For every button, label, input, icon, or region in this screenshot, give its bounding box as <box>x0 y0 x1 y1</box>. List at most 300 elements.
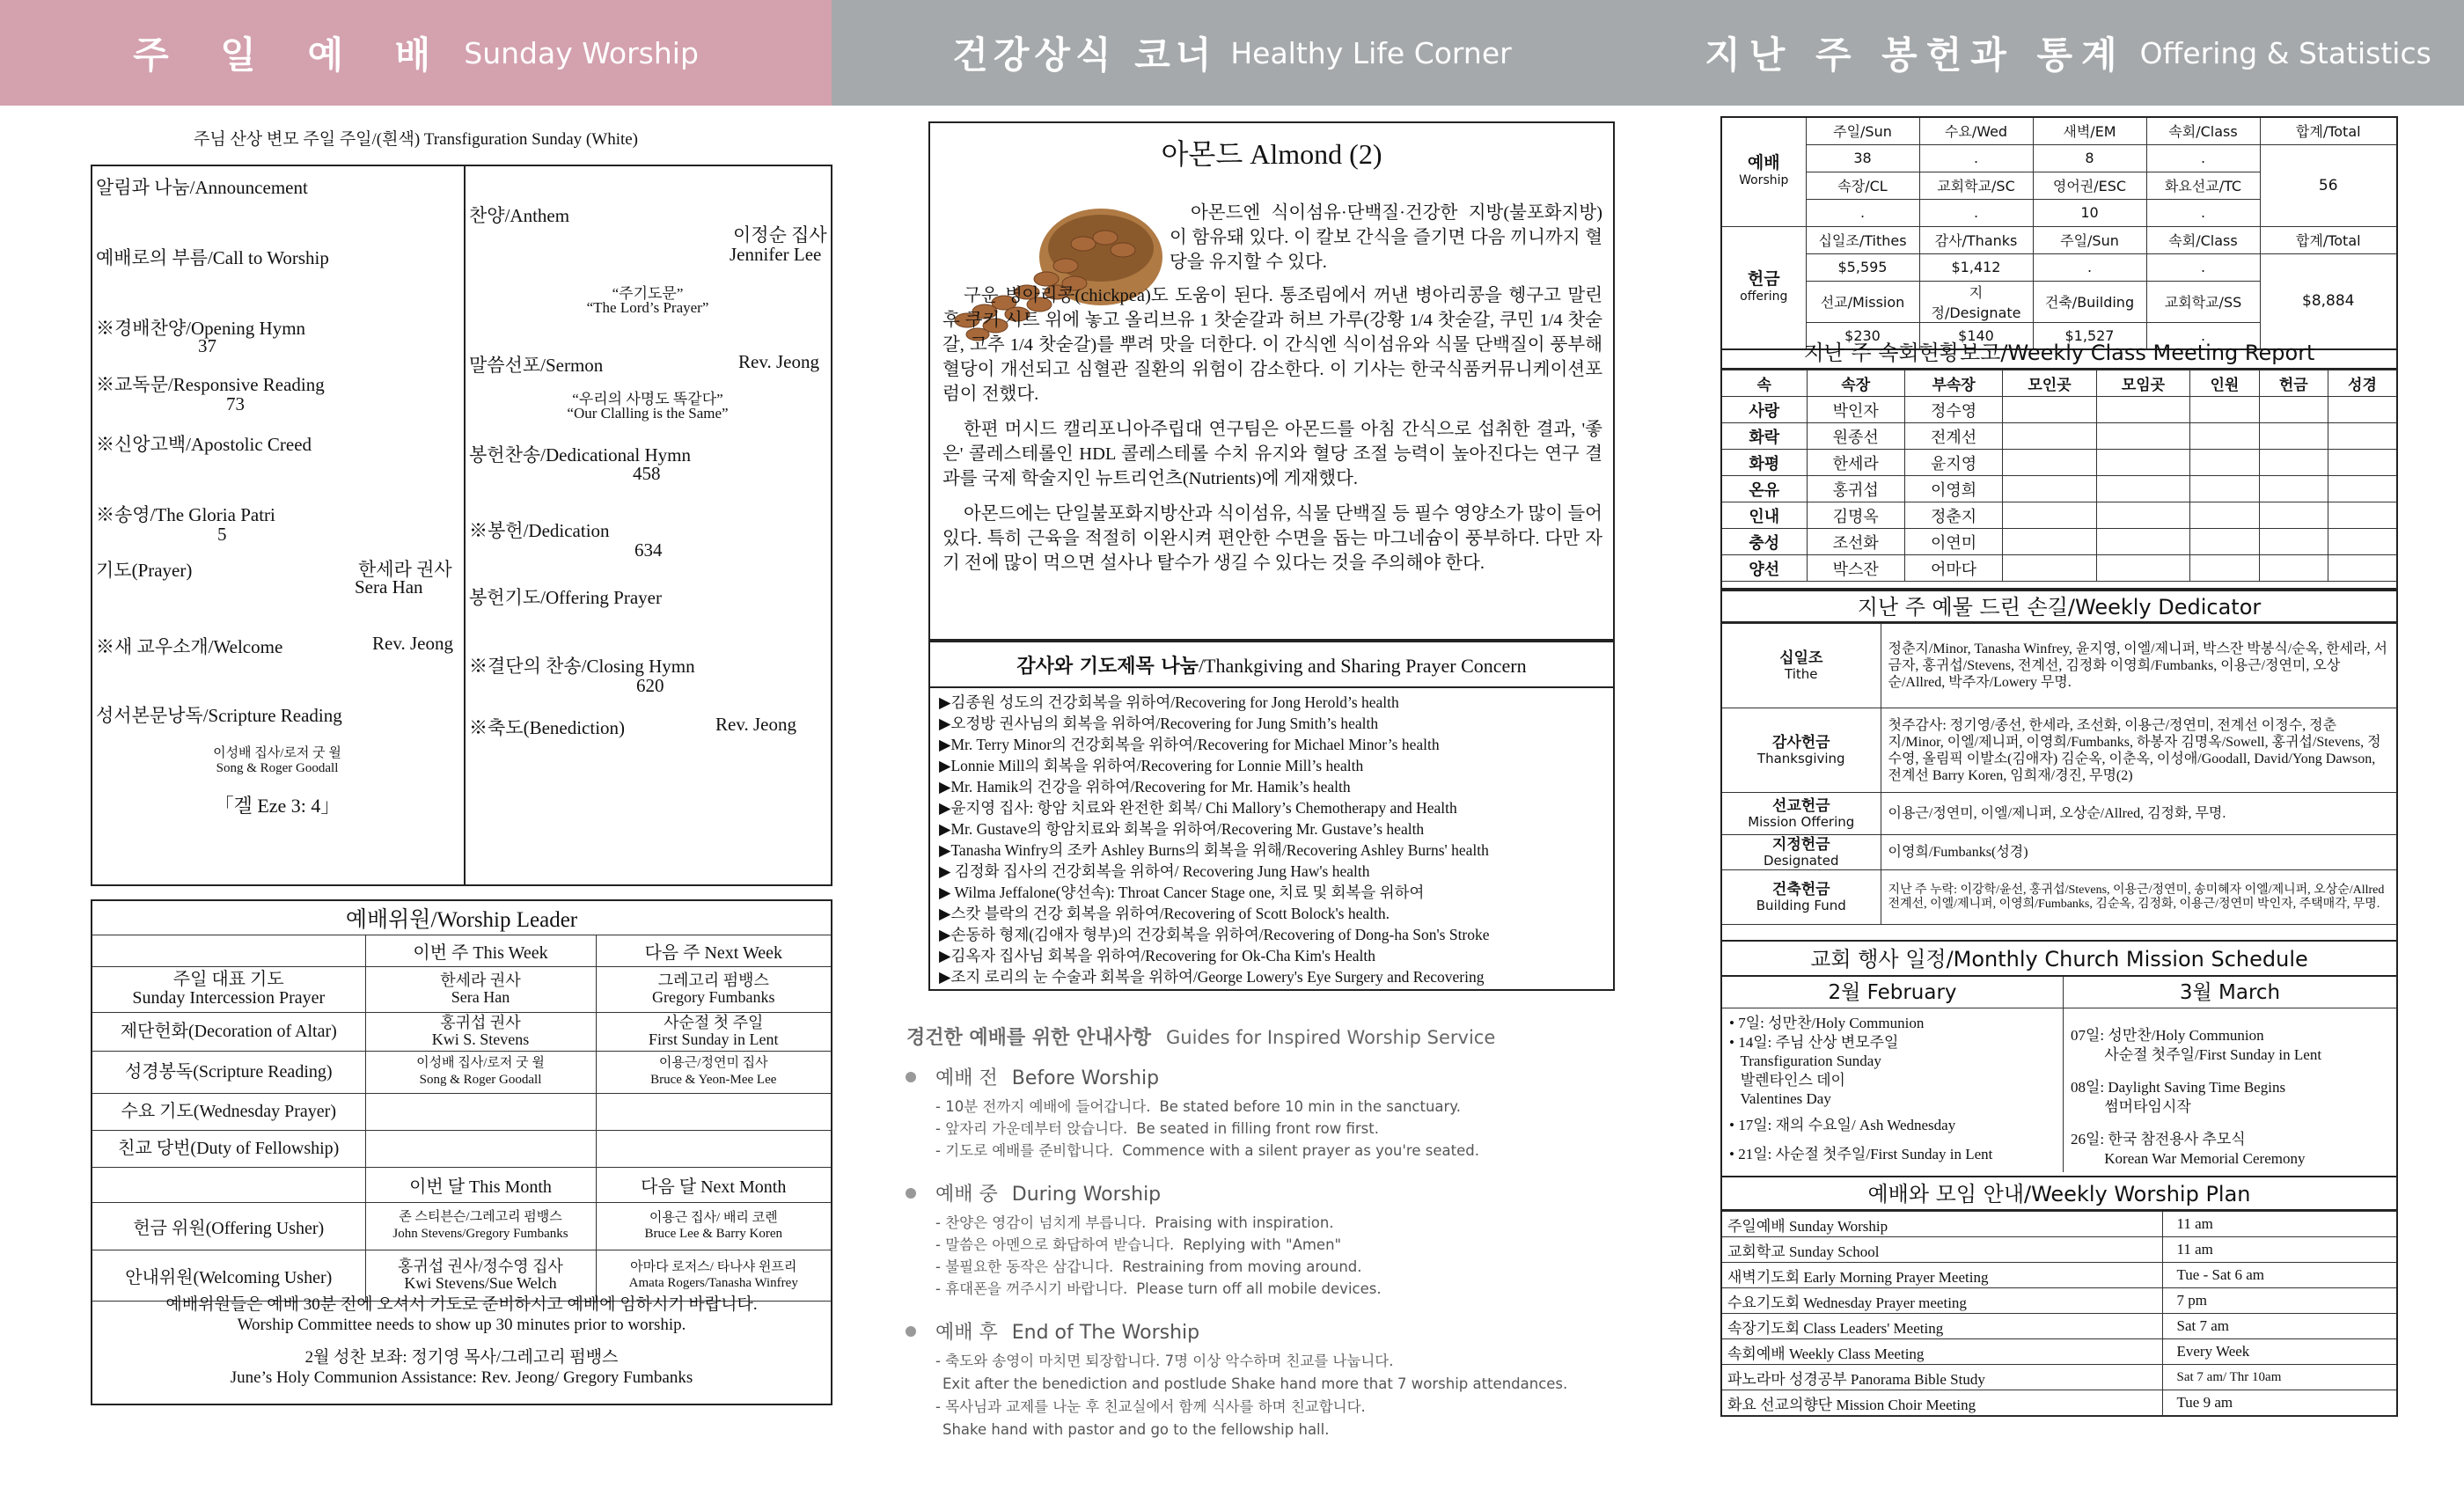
class-cell: 전계선 <box>1904 423 2002 450</box>
class-name: 사랑 <box>1722 397 1807 423</box>
header-health-text <box>832 0 1632 106</box>
stats-value-cell: $1,412 <box>1919 253 2033 281</box>
leader-note-ko: 예배위원들은 예배 30분 전에 오셔서 기도로 준비하시고 예배에 임하시기 바랍니다. <box>165 1295 758 1314</box>
leader-this-week: 한세라 권사 Sera Han <box>365 966 596 1012</box>
leader-note-en: Worship Committee needs to show up 30 minutes prior to worship. <box>237 1316 686 1334</box>
stats-header-cell: 영어권/ESC <box>2033 172 2146 199</box>
dedicator-label-en: Thanksgiving <box>1756 750 1845 766</box>
header-offering-en: Offering & Statistics <box>2139 35 2431 70</box>
sermon-by: Rev. Jeong <box>738 351 819 372</box>
class-cell: 정춘지 <box>1904 502 2002 529</box>
guide-line-en: Replying with "Amen" <box>1183 1236 1342 1253</box>
prayer-concern-item: ▶ 김정화 집사의 건강회복을 위하여/ Recovering Jung Haw's health <box>939 862 1370 880</box>
guide-line <box>902 1278 1624 1300</box>
prayer-concern-item: ▶Tanasha Winfry의 조카 Ashley Burns의 회복을 위해/Recovering Ashley Burns' health <box>939 841 1489 859</box>
class-cell <box>2190 502 2259 529</box>
leader-next-week: 사순절 첫 주일 First Sunday in Lent <box>596 1012 831 1051</box>
dedicator-label <box>1722 870 1881 925</box>
welcome-by: Rev. Jeong <box>372 633 453 654</box>
class-report-table <box>1722 370 2396 582</box>
guide-section-en: During Worship <box>1011 1184 1162 1206</box>
class-cell: 박인자 <box>1807 397 1904 423</box>
mar-event: 08일: Daylight Saving Time Begins <box>2071 1079 2286 1096</box>
class-cell: 김명옥 <box>1807 502 1904 529</box>
plan-event: 속장기도회 Class Leaders' Meeting <box>1722 1314 2162 1339</box>
header-health-ko: 건강상식 코너 <box>952 33 1217 77</box>
leader-this-week: 이성배 집사/로저 굿 윌 Song & Roger Goodall <box>365 1051 596 1093</box>
dedicator-label-ko: 건축헌금 <box>1771 880 1830 898</box>
guides-sections <box>902 1063 1624 1441</box>
plan-event: 주일예배 Sunday Worship <box>1722 1212 2162 1237</box>
dedicator-label <box>1722 624 1881 708</box>
stats-header-cell: 감사/Thanks <box>1919 226 2033 253</box>
service-subtitle: 주님 산상 변모 주일 주일/(흰색) Transfiguration Sunday (White) <box>193 130 639 149</box>
class-cell <box>2328 397 2396 423</box>
plan-table <box>1722 1211 2396 1416</box>
header-sunday-worship <box>0 0 832 106</box>
class-name: 인내 <box>1722 502 1807 529</box>
worship-leader-panel <box>91 899 832 1405</box>
dedicator-label <box>1722 835 1881 870</box>
guide-line <box>902 1350 1624 1396</box>
plan-time: Every Week <box>2162 1339 2396 1365</box>
feb-event: • 21일: 사순절 첫주일/First Sunday in Lent <box>1729 1146 1993 1162</box>
class-cell <box>2259 502 2328 529</box>
class-header-cell: 인원 <box>2190 370 2259 397</box>
leader-month-label: 헌금 위원(Offering Usher) <box>92 1202 365 1250</box>
dedicator-label-ko: 감사헌금 <box>1771 733 1830 752</box>
stats-value-cell: 8 <box>2033 144 2146 172</box>
mission-schedule-panel <box>1720 942 2398 1177</box>
mar-event: 사순절 첫주일/First Sunday in Lent <box>2071 1045 2322 1063</box>
class-header-cell: 속 <box>1722 370 1807 397</box>
almond-title-ko: 아몬드 <box>1161 138 1243 170</box>
class-name: 양선 <box>1722 555 1807 582</box>
leader-this-month: 홍귀섭 권사/정수영 집사 Kwi Stevens/Sue Welch <box>365 1250 596 1301</box>
leader-row-label: 수요 기도(Wednesday Prayer) <box>92 1093 365 1130</box>
header-health-en: Healthy Life Corner <box>1230 35 1512 70</box>
dedicator-label-en: Mission Offering <box>1748 813 1855 830</box>
responsive-reading: ※교독문/Responsive Reading <box>96 374 325 395</box>
guides-title-en: Guides for Inspired Worship Service <box>1166 1027 1496 1048</box>
leader-row-label: 제단헌화(Decoration of Altar) <box>92 1012 365 1051</box>
offering-prayer: 봉헌기도/Offering Prayer <box>469 587 662 608</box>
class-cell <box>2003 397 2096 423</box>
class-cell <box>2003 476 2096 502</box>
dedicator-names: 첫주감사: 정기영/종선, 한세라, 조선화, 이용근/정연미, 전계선 이정수, 정춘지/Minor, 이엘/제니퍼, 이영희/Fumbanks, 하봉자 김명옥/Sowell, 홍귀섭/Stevens, 정수영, 올림픽 이발소(김애자) 김순옥, 이춘옥, 이성애/Goodall, David/Yong Dawson, 전계선 Barry Koren, 임희재/경진, 무명(2) <box>1881 708 2396 793</box>
benediction-by: Rev. Jeong <box>715 714 796 735</box>
scripture-readers-en: Song & Roger Goodall <box>216 761 339 775</box>
class-cell: 한세라 <box>1807 450 1904 476</box>
class-cell: 정수영 <box>1904 397 2002 423</box>
plan-time: Sat 7 am/ Thr 10am <box>2162 1365 2396 1390</box>
next-week-header: 다음 주 Next Week <box>596 935 831 966</box>
prayer-concern-item: ▶조지 로리의 눈 수술과 회복을 위하여/George Lowery's Eye Surgery and Recovering <box>939 968 1485 986</box>
dedicator-table <box>1722 623 2396 925</box>
plan-time: 11 am <box>2162 1237 2396 1263</box>
class-cell <box>2328 555 2396 582</box>
feb-event: Transfiguration Sunday <box>1729 1052 1881 1069</box>
worship-plan-panel <box>1720 1177 2398 1417</box>
stats-group-en: Worship <box>1739 173 1789 188</box>
guide-line-ko: - 앞자리 가운데부터 앉습니다. <box>935 1120 1128 1137</box>
leader-row-label: 주일 대표 기도 Sunday Intercession Prayer <box>92 966 365 1012</box>
header-sunday-ko: 주 일 예 배 <box>133 33 451 77</box>
class-cell: 조선화 <box>1807 529 1904 555</box>
sermon-title-en: “Our Clalling is the Same” <box>567 405 729 422</box>
class-name: 화락 <box>1722 423 1807 450</box>
guide-section-ko: 예배 중 <box>935 1184 998 1206</box>
class-report-panel <box>1720 336 2398 590</box>
plan-time: Tue - Sat 6 am <box>2162 1263 2396 1288</box>
stats-header-cell: 화요선교/TC <box>2146 172 2260 199</box>
mar-event: 26일: 한국 참전용사 추모식 <box>2071 1131 2246 1148</box>
dedicator-label-ko: 선교헌금 <box>1771 796 1830 815</box>
class-name: 온유 <box>1722 476 1807 502</box>
stats-group-ko: 예배 <box>1747 153 1780 173</box>
stats-value-cell: . <box>2033 253 2146 281</box>
plan-event: 수요기도회 Wednesday Prayer meeting <box>1722 1288 2162 1314</box>
stats-value-cell: . <box>2146 144 2260 172</box>
stats-panel <box>1720 116 2398 350</box>
opening-hymn: ※경배찬양/Opening Hymn <box>96 318 306 339</box>
class-cell <box>2190 555 2259 582</box>
prayer-concern-panel <box>928 641 1615 991</box>
plan-time: 7 pm <box>2162 1288 2396 1314</box>
almond-p2: 구운 병아리콩(chickpea)도 도움이 된다. 통조림에서 꺼낸 병아리콩을 헹구고 말린 후 쿠키 시트 위에 놓고 올리브유 1 찻숟갈과 허브 가루(강황 1/4 찻숟갈, 쿠민 1/4 찻숟갈, 고추 1/4 찻숟갈)를 뿌려 맛을 더한다. 이 간식엔 식이섬유와 식물 단백질이 풍부해 혈당이 개선되고 심혈관 질환의 위험이 감소한다. 이 기사는 한국식품커뮤니케이션포럼이 전했다. <box>942 286 1602 404</box>
prayer-concern-item: ▶Mr. Terry Minor의 건강회복을 위하여/Recovering for Michael Minor’s health <box>939 736 1440 753</box>
guides-title <box>906 1023 1495 1050</box>
class-cell <box>2328 502 2396 529</box>
stats-header-cell: 지정/Designate <box>1919 281 2033 322</box>
stats-value-cell: $230 <box>1806 322 1919 349</box>
prayer-concern-item: ▶ Wilma Jeffalone(양선속): Throat Cancer Stage one, 치료 및 회복을 위하여 <box>939 884 1425 901</box>
bullet-icon <box>906 1188 916 1199</box>
stats-header-cell: 새벽/EM <box>2033 117 2146 144</box>
prayer-concern-title-ko: 감사와 기도제목 나눔 <box>1016 656 1199 678</box>
stats-header-cell: 주일/Sun <box>2033 226 2146 253</box>
header-offering-text <box>1672 0 2464 106</box>
class-cell: 홍귀섭 <box>1807 476 1904 502</box>
guide-section-en: Before Worship <box>1011 1067 1160 1089</box>
prayer-concern-item: ▶김옥자 집사님 회복을 위하여/Recovering for Ok-Cha Kim's Health <box>939 947 1376 964</box>
next-month-header: 다음 달 Next Month <box>596 1167 831 1202</box>
plan-event: 새벽기도회 Early Morning Prayer Meeting <box>1722 1263 2162 1288</box>
guide-line-ko: - 축도와 송영이 마치면 퇴장합니다. 7명 이상 악수하며 친교를 나눕니다. <box>935 1353 1394 1369</box>
prayer-concern-item: ▶Mr. Hamik의 건강을 위하여/Recovering for Mr. Hamik’s health <box>939 778 1351 796</box>
mission-feb: 2월 February <box>1722 977 2064 1008</box>
guide-line-ko: - 10분 전까지 예배에 들어갑니다. <box>935 1098 1151 1115</box>
class-cell <box>2328 476 2396 502</box>
announcement: 알림과 나눔/Announcement <box>96 177 308 198</box>
guide-section-header <box>902 1179 1624 1206</box>
class-header-cell: 헌금 <box>2259 370 2328 397</box>
mission-title: 교회 행사 일정/Monthly Church Mission Schedule <box>1722 942 2396 977</box>
stats-header-cell: 건축/Building <box>2033 281 2146 322</box>
almond-title-en: Almond (2) <box>1250 138 1382 170</box>
leader-next-week <box>596 1093 831 1130</box>
plan-event: 파노라마 성경공부 Panorama Bible Study <box>1722 1365 2162 1390</box>
call-to-worship: 예배로의 부름/Call to Worship <box>96 247 329 268</box>
stats-value-cell: 10 <box>2033 199 2146 226</box>
stats-value-cell: . <box>1806 199 1919 226</box>
class-cell: 박스잔 <box>1807 555 1904 582</box>
class-cell <box>2328 529 2396 555</box>
plan-event: 교회학교 Sunday School <box>1722 1237 2162 1263</box>
guide-line-ko: - 말씀은 아멘으로 화답하여 받습니다. <box>935 1236 1175 1253</box>
prayer-concern-item: ▶스캇 블락의 건강 회복을 위하여/Recovering of Scott Bolock's health. <box>939 905 1390 922</box>
guide-section-en: End of The Worship <box>1011 1322 1200 1344</box>
feb-event: • 14일: 주님 산상 변모주일 <box>1729 1033 1899 1051</box>
class-header-cell: 모임곳 <box>2096 370 2189 397</box>
class-header-cell: 속장 <box>1807 370 1904 397</box>
class-cell <box>2096 502 2189 529</box>
scripture-reference: 「겔 Eze 3: 4」 <box>214 795 341 817</box>
dedicational-hymn-no: 458 <box>633 463 661 484</box>
prayer-concern-item: ▶손동하 형제(김애자 형부)의 건강회복을 위하여/Recovering of Dong-ha Son's Stroke <box>939 926 1490 943</box>
prayer-concern-item: ▶윤지영 집사: 항암 치료와 완전한 회복/ Chi Mallory’s Chemotherapy and Health <box>939 799 1457 817</box>
stats-header-cell: 선교/Mission <box>1806 281 1919 322</box>
class-cell <box>2259 397 2328 423</box>
class-report-title: 지난 주 속회현황보고/Weekly Class Meeting Report <box>1722 336 2396 370</box>
guide-line-en: Exit after the benediction and postlude Shake hand more that 7 worship attendances. <box>942 1375 1568 1392</box>
dedicational-hymn: 봉헌찬송/Dedicational Hymn <box>469 444 692 466</box>
guide-line-ko: - 불필요한 동작은 삼갑니다. <box>935 1258 1114 1275</box>
class-cell <box>2003 423 2096 450</box>
prayer-concern-item: ▶Mr. Gustave의 항암치료와 회복을 위하여/Recovering Mr. Gustave’s health <box>939 820 1425 838</box>
dedicator-label-en: Designated <box>1763 852 1839 869</box>
closing-hymn: ※결단의 찬송/Closing Hymn <box>469 656 695 677</box>
stats-value-cell: . <box>1919 144 2033 172</box>
class-cell <box>2190 529 2259 555</box>
guide-line-en: Be seated in filling front row first. <box>1136 1120 1379 1137</box>
class-cell <box>2190 423 2259 450</box>
stats-header-cell: 교회학교/SC <box>1919 172 2033 199</box>
stats-value-cell: . <box>2146 253 2260 281</box>
anthem-title-en: “The Lord’s Prayer” <box>586 299 709 316</box>
prayer-concern-item: ▶오정방 권사님의 회복을 위하여/Recovering for Jung Smith’s health <box>939 715 1379 732</box>
sermon-title-ko: “우리의 사명도 똑같다” <box>572 391 723 407</box>
class-cell <box>2328 450 2396 476</box>
guide-line-en: Commence with a silent prayer as you're seated. <box>1122 1142 1479 1159</box>
guide-section-ko: 예배 전 <box>935 1067 998 1089</box>
mar-event: 썸머타임시작 <box>2071 1097 2191 1115</box>
guide-line-ko: - 목사님과 교제를 나눈 후 친교실에서 함께 식사를 하며 친교합니다. <box>935 1398 1366 1415</box>
dedicator-names: 이영희/Fumbanks(성경) <box>1881 835 2396 870</box>
class-cell <box>2003 529 2096 555</box>
stats-value-cell: . <box>1919 199 2033 226</box>
closing-hymn-no: 620 <box>636 675 664 696</box>
class-cell <box>2259 476 2328 502</box>
stats-value-cell: $1,527 <box>2033 322 2146 349</box>
stats-value-cell: $140 <box>1919 322 2033 349</box>
class-cell <box>2003 502 2096 529</box>
stats-value-cell: 38 <box>1806 144 1919 172</box>
class-cell: 이영희 <box>1904 476 2002 502</box>
class-name: 충성 <box>1722 529 1807 555</box>
leader-month-label: 안내위원(Welcoming Usher) <box>92 1250 365 1301</box>
guide-line-en: Praising with inspiration. <box>1155 1214 1334 1231</box>
stats-total-header: 합계/Total <box>2260 226 2397 253</box>
scripture-readers-ko: 이성배 집사/로저 굿 윌 <box>213 746 341 760</box>
anthem-title-ko: “주기도문” <box>612 285 684 302</box>
guide-line-en: Restraining from moving around. <box>1122 1258 1362 1275</box>
dedicator-label <box>1722 793 1881 835</box>
stats-header-cell: 교회학교/SS <box>2146 281 2260 322</box>
leader-this-week <box>365 1093 596 1130</box>
stats-value-cell: . <box>2146 199 2260 226</box>
leader-this-week <box>365 1130 596 1167</box>
leader-next-week: 그레고리 펌뱅스 Gregory Fumbanks <box>596 966 831 1012</box>
guide-line-en: Be stated before 10 min in the sanctuary. <box>1159 1098 1461 1115</box>
dedicator-label-ko: 십일조 <box>1779 649 1823 667</box>
anthem-singer-ko: 이정순 집사 <box>733 224 827 246</box>
class-cell <box>2096 450 2189 476</box>
this-month-header: 이번 달 This Month <box>365 1167 596 1202</box>
guide-section-ko: 예배 후 <box>935 1322 998 1344</box>
guide-line <box>902 1256 1624 1278</box>
mar-event: 07일: 성만찬/Holy Communion <box>2071 1027 2264 1044</box>
almond-p1: 아몬드엔 식이섬유·단백질·건강한 지방(불포화지방)이 함유돼 있다. 이 칼보 간식을 즐기면 다음 끼니까지 혈당을 유지할 수 있다. <box>1170 203 1602 272</box>
stats-group-label <box>1721 117 1806 226</box>
class-header-cell: 모인곳 <box>2003 370 2096 397</box>
dedication-no: 634 <box>634 539 663 561</box>
stats-table <box>1720 116 2398 350</box>
leader-next-month: 이용근 집사/ 배리 코렌 Bruce Lee & Barry Koren <box>596 1202 831 1250</box>
class-cell: 이연미 <box>1904 529 2002 555</box>
class-cell <box>2096 555 2189 582</box>
dedicator-label <box>1722 708 1881 793</box>
stats-header-cell: 속회/Class <box>2146 226 2260 253</box>
stats-total-value: 56 <box>2260 144 2397 226</box>
class-cell <box>2259 529 2328 555</box>
stats-value-cell: $5,595 <box>1806 253 1919 281</box>
guide-line-en: Please turn off all mobile devices. <box>1136 1280 1382 1297</box>
mission-mar: 3월 March <box>2179 981 2281 1004</box>
almond-article <box>928 121 1615 641</box>
leader-row-label: 친교 당번(Duty of Fellowship) <box>92 1130 365 1167</box>
class-cell <box>2190 397 2259 423</box>
dedicator-label-en: Tithe <box>1785 665 1818 682</box>
stats-header-cell: 수요/Wed <box>1919 117 2033 144</box>
leader-this-week: 홍귀섭 권사 Kwi S. Stevens <box>365 1012 596 1051</box>
class-cell <box>2328 423 2396 450</box>
leader-next-week <box>596 1130 831 1167</box>
guide-line-en: Shake hand with pastor and go to the fellowship hall. <box>942 1421 1330 1438</box>
leader-this-month: 존 스티븐슨/그레고리 펌뱅스 John Stevens/Gregory Fumbanks <box>365 1202 596 1250</box>
header-sunday-en: Sunday Worship <box>464 35 699 70</box>
class-cell <box>2096 529 2189 555</box>
opening-hymn-no: 37 <box>198 335 216 356</box>
prayer-concern-item: ▶김종원 성도의 건강회복을 위하여/Recovering for Jong Herold’s health <box>939 693 1399 711</box>
almond-p3: 한편 머시드 캘리포니아주립대 연구팀은 아몬드를 아침 간식으로 섭취한 결과, '좋은' 콜레스테롤인 HDL 콜레스테롤 수치 유지와 혈당 조절 능력이 높아진다는 연구 결과를 국제 학술지인 뉴트리언츠(Nutrients)에 게재했다. <box>942 420 1602 488</box>
leader-next-week: 이용근/정연미 집사 Bruce & Yeon-Mee Lee <box>596 1051 831 1093</box>
class-cell <box>2096 423 2189 450</box>
class-cell <box>2259 450 2328 476</box>
stats-group-ko: 헌금 <box>1747 268 1780 289</box>
order-of-service <box>91 165 832 886</box>
class-cell <box>2190 476 2259 502</box>
feb-event: 발렌타인스 데이 <box>1729 1071 1845 1089</box>
leader-row-label: 성경봉독(Scripture Reading) <box>92 1051 365 1093</box>
guide-section-header <box>902 1317 1624 1345</box>
class-cell <box>2259 555 2328 582</box>
communion-ko: 2월 성찬 보좌: 정기영 목사/그레고리 펌뱅스 <box>304 1348 619 1367</box>
sermon: 말씀선포/Sermon <box>469 355 604 376</box>
gloria-patri: ※송영/The Gloria Patri <box>96 504 275 525</box>
leader-next-month: 아마다 로저스/ 타나샤 윈프리 Amata Rogers/Tanasha Winfrey <box>596 1250 831 1301</box>
benediction: ※축도(Benediction) <box>469 717 626 738</box>
stats-group-en: offering <box>1740 289 1788 304</box>
dedicator-label-en: Building Fund <box>1756 897 1846 913</box>
anthem-singer-en: Jennifer Lee <box>730 244 822 265</box>
plan-event: 화요 선교의향단 Mission Choir Meeting <box>1722 1390 2162 1416</box>
class-cell <box>2190 450 2259 476</box>
this-week-header: 이번 주 This Week <box>365 935 596 966</box>
stats-header-cell: 십일조/Tithes <box>1806 226 1919 253</box>
anthem: 찬양/Anthem <box>469 205 570 226</box>
dedicator-names: 지난 주 누락: 이강학/윤선, 홍귀섭/Stevens, 이용근/정연미, 송미혜자 이엘/제니퍼, 오상순/Allred 전계선, 이엘/제니퍼, 이영희/Fumbanks, 김순옥, 김정화, 이용근/정연미 박인자, 주택매각, 무명. <box>1881 870 2396 925</box>
prayer-leader-ko: 한세라 권사 <box>358 559 452 580</box>
class-cell: 윤지영 <box>1904 450 2002 476</box>
guide-line <box>902 1212 1624 1234</box>
dedicator-panel <box>1720 590 2398 942</box>
class-cell <box>2003 450 2096 476</box>
plan-event: 속회예배 Weekly Class Meeting <box>1722 1339 2162 1365</box>
guide-line <box>902 1396 1624 1441</box>
prayer: 기도(Prayer) <box>96 560 193 581</box>
stats-header-cell: 속장/CL <box>1806 172 1919 199</box>
guide-line-ko: - 기도로 예배를 준비합니다. <box>935 1142 1114 1159</box>
worship-leader-title: 예배위원/Worship Leader <box>92 901 831 935</box>
dedicator-label-ko: 지정헌금 <box>1771 835 1830 854</box>
almond-p4: 아몬드에는 단일불포화지방산과 식이섬유, 식물 단백질 등 필수 영양소가 많이 들어 있다. 특히 근육을 적절히 이완시켜 편안한 수면을 돕는 마그네슘이 풍부하다. 다만 자기 전에 많이 먹으면 설사나 탈수가 생길 수 있다는 것을 주의해야 한다. <box>942 504 1602 573</box>
class-cell: 어마다 <box>1904 555 2002 582</box>
class-cell: 원종선 <box>1807 423 1904 450</box>
plan-time: Tue 9 am <box>2162 1390 2396 1416</box>
prayer-concern-title-en: /Thankgiving and Sharing Prayer Concern <box>1198 655 1527 677</box>
dedicator-title: 지난 주 예물 드린 손길/Weekly Dedicator <box>1722 591 2396 623</box>
plan-title: 예배와 모임 안내/Weekly Worship Plan <box>1722 1177 2396 1211</box>
guide-line-ko: - 찬양은 영감이 넘치게 부릅니다. <box>935 1214 1147 1231</box>
feb-event: Valentines Day <box>1729 1090 1831 1107</box>
class-cell <box>2259 423 2328 450</box>
guide-line <box>902 1118 1624 1140</box>
plan-time: Sat 7 am <box>2162 1314 2396 1339</box>
prayer-leader-en: Sera Han <box>355 576 423 598</box>
stats-header-cell: 속회/Class <box>2146 117 2260 144</box>
header-offering-ko: 지난 주 봉헌과 통계 <box>1705 33 2126 77</box>
prayer-concern-item: ▶Lonnie Mill의 회복을 위하여/Recovering for Lonnie Mill’s health <box>939 757 1364 774</box>
communion-en: June’s Holy Communion Assistance: Rev. Jeong/ Gregory Fumbanks <box>230 1368 693 1387</box>
class-cell <box>2003 555 2096 582</box>
guide-line-ko: - 휴대폰을 꺼주시기 바랍니다. <box>935 1280 1128 1297</box>
stats-group-label <box>1721 226 1806 349</box>
class-name: 화평 <box>1722 450 1807 476</box>
stats-total-header: 합계/Total <box>2260 117 2397 144</box>
guide-line <box>902 1234 1624 1256</box>
stats-header-cell: 주일/Sun <box>1806 117 1919 144</box>
guide-section-header <box>902 1063 1624 1090</box>
mar-event: Korean War Memorial Ceremony <box>2071 1149 2306 1167</box>
guide-line <box>902 1140 1624 1162</box>
dedicator-names: 이용근/정연미, 이엘/제니퍼, 오상순/Allred, 김정화, 무명. <box>1881 793 2396 835</box>
class-header-cell: 성경 <box>2328 370 2396 397</box>
feb-event: • 7일: 성만찬/Holy Communion <box>1729 1015 1925 1031</box>
stats-value-cell: . <box>2146 322 2260 349</box>
responsive-reading-no: 73 <box>226 393 245 414</box>
dedicator-names: 정춘지/Minor, Tanasha Winfrey, 윤지영, 이엘/제니퍼, 박스잔 박봉식/순옥, 한세라, 서금자, 홍귀섭/Stevens, 전계선, 김정화 이영희/Fumbanks, 이용근/정연미, 오상순/Allred, 박주자/Lowery 무명. <box>1881 624 2396 708</box>
